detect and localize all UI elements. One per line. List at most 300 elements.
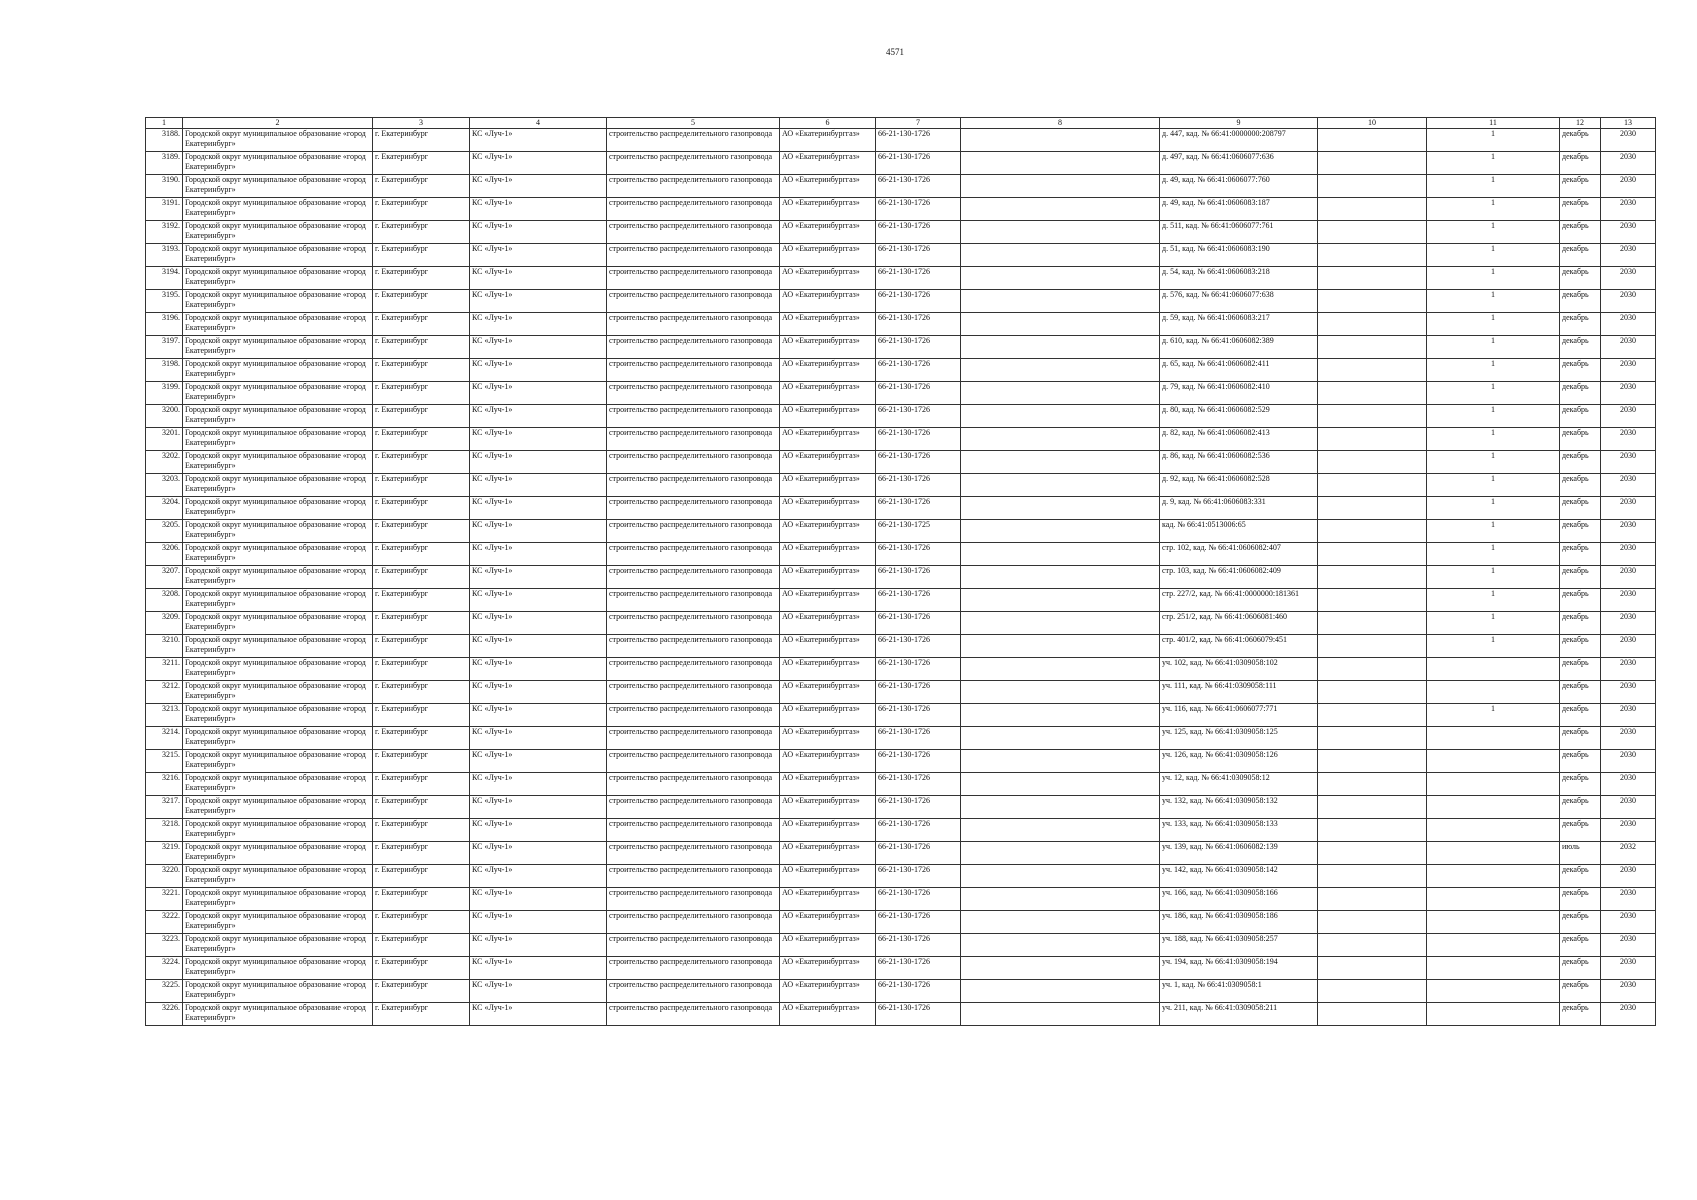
cell-permit-number: 66-21-130-1726 xyxy=(876,175,961,198)
cell-column-8 xyxy=(961,336,1160,359)
cell-cadastral-address: д. 79, кад. № 66:41:0606082:410 xyxy=(1160,382,1318,405)
cell-year: 2030 xyxy=(1601,474,1656,497)
cell-work-type: строительство распределительного газопровода xyxy=(607,497,780,520)
cell-month: декабрь xyxy=(1560,888,1601,911)
cell-permit-number: 66-21-130-1726 xyxy=(876,957,961,980)
table-row xyxy=(146,842,1656,865)
cell-cadastral-address: уч. 102, кад. № 66:41:0309058:102 xyxy=(1160,658,1318,681)
cell-column-8 xyxy=(961,566,1160,589)
cell-municipality: Городской округ муниципальное образование «город Екатеринбург» xyxy=(183,428,373,451)
cell-year: 2030 xyxy=(1601,727,1656,750)
cell-work-type: строительство распределительного газопровода xyxy=(607,221,780,244)
cell-permit-number: 66-21-130-1726 xyxy=(876,612,961,635)
cell-object-name: КС «Луч-1» xyxy=(470,773,607,796)
cell-municipality: Городской округ муниципальное образование «город Екатеринбург» xyxy=(183,842,373,865)
cell-column-10 xyxy=(1318,474,1427,497)
cell-organization: АО «Екатеринбурггаз» xyxy=(780,980,876,1003)
cell-column-8 xyxy=(961,451,1160,474)
cell-municipality: Городской округ муниципальное образование «город Екатеринбург» xyxy=(183,980,373,1003)
cell-month: декабрь xyxy=(1560,175,1601,198)
cell-cadastral-address: уч. 186, кад. № 66:41:0309058:186 xyxy=(1160,911,1318,934)
cell-object-name: КС «Луч-1» xyxy=(470,497,607,520)
cell-cadastral-address: уч. 12, кад. № 66:41:0309058:12 xyxy=(1160,773,1318,796)
cell-object-name: КС «Луч-1» xyxy=(470,313,607,336)
cell-column-8 xyxy=(961,1003,1160,1026)
cell-permit-number: 66-21-130-1726 xyxy=(876,267,961,290)
cell-permit-number: 66-21-130-1726 xyxy=(876,428,961,451)
cell-quantity xyxy=(1427,842,1560,865)
cell-permit-number: 66-21-130-1726 xyxy=(876,1003,961,1026)
cell-quantity: 1 xyxy=(1427,589,1560,612)
cell-work-type: строительство распределительного газопровода xyxy=(607,704,780,727)
cell-column-10 xyxy=(1318,796,1427,819)
cell-year: 2030 xyxy=(1601,497,1656,520)
cell-city: г. Екатеринбург xyxy=(373,566,470,589)
cell-quantity: 1 xyxy=(1427,543,1560,566)
cell-column-8 xyxy=(961,290,1160,313)
table-row xyxy=(146,198,1656,221)
cell-organization: АО «Екатеринбурггаз» xyxy=(780,727,876,750)
cell-row-number: 3199. xyxy=(146,382,183,405)
cell-organization: АО «Екатеринбурггаз» xyxy=(780,888,876,911)
cell-municipality: Городской округ муниципальное образование «город Екатеринбург» xyxy=(183,267,373,290)
column-header: 3 xyxy=(373,118,470,129)
cell-city: г. Екатеринбург xyxy=(373,819,470,842)
cell-month: декабрь xyxy=(1560,911,1601,934)
cell-column-10 xyxy=(1318,543,1427,566)
cell-month: декабрь xyxy=(1560,520,1601,543)
cell-cadastral-address: уч. 133, кад. № 66:41:0309058:133 xyxy=(1160,819,1318,842)
cell-cadastral-address: стр. 401/2, кад. № 66:41:0606079:451 xyxy=(1160,635,1318,658)
cell-object-name: КС «Луч-1» xyxy=(470,451,607,474)
cell-city: г. Екатеринбург xyxy=(373,750,470,773)
cell-row-number: 3220. xyxy=(146,865,183,888)
table-row xyxy=(146,934,1656,957)
cell-work-type: строительство распределительного газопровода xyxy=(607,152,780,175)
cell-object-name: КС «Луч-1» xyxy=(470,543,607,566)
cell-quantity xyxy=(1427,865,1560,888)
table-row xyxy=(146,957,1656,980)
cell-quantity: 1 xyxy=(1427,313,1560,336)
cell-municipality: Городской округ муниципальное образование «город Екатеринбург» xyxy=(183,152,373,175)
cell-quantity xyxy=(1427,773,1560,796)
cell-cadastral-address: уч. 132, кад. № 66:41:0309058:132 xyxy=(1160,796,1318,819)
cell-city: г. Екатеринбург xyxy=(373,474,470,497)
table-row xyxy=(146,336,1656,359)
cell-year: 2030 xyxy=(1601,934,1656,957)
cell-year: 2030 xyxy=(1601,704,1656,727)
cell-column-8 xyxy=(961,267,1160,290)
cell-organization: АО «Екатеринбурггаз» xyxy=(780,934,876,957)
cell-column-8 xyxy=(961,497,1160,520)
cell-quantity: 1 xyxy=(1427,198,1560,221)
cell-city: г. Екатеринбург xyxy=(373,957,470,980)
cell-column-8 xyxy=(961,819,1160,842)
cell-municipality: Городской округ муниципальное образование «город Екатеринбург» xyxy=(183,750,373,773)
cell-year: 2030 xyxy=(1601,359,1656,382)
cell-city: г. Екатеринбург xyxy=(373,635,470,658)
cell-row-number: 3192. xyxy=(146,221,183,244)
table-row xyxy=(146,244,1656,267)
cell-cadastral-address: уч. 125, кад. № 66:41:0309058:125 xyxy=(1160,727,1318,750)
cell-quantity: 1 xyxy=(1427,405,1560,428)
cell-month: декабрь xyxy=(1560,290,1601,313)
cell-permit-number: 66-21-130-1726 xyxy=(876,796,961,819)
cell-month: декабрь xyxy=(1560,244,1601,267)
cell-organization: АО «Екатеринбурггаз» xyxy=(780,635,876,658)
cell-work-type: строительство распределительного газопровода xyxy=(607,175,780,198)
cell-organization: АО «Екатеринбурггаз» xyxy=(780,819,876,842)
cell-organization: АО «Екатеринбурггаз» xyxy=(780,796,876,819)
cell-column-10 xyxy=(1318,888,1427,911)
cell-cadastral-address: д. 54, кад. № 66:41:0606083:218 xyxy=(1160,267,1318,290)
column-header: 7 xyxy=(876,118,961,129)
cell-column-8 xyxy=(961,405,1160,428)
cell-permit-number: 66-21-130-1726 xyxy=(876,566,961,589)
table-row xyxy=(146,129,1656,152)
cell-column-8 xyxy=(961,727,1160,750)
cell-city: г. Екатеринбург xyxy=(373,589,470,612)
cell-month: декабрь xyxy=(1560,543,1601,566)
cell-column-8 xyxy=(961,152,1160,175)
cell-municipality: Городской округ муниципальное образование «город Екатеринбург» xyxy=(183,865,373,888)
table-row xyxy=(146,704,1656,727)
cell-organization: АО «Екатеринбурггаз» xyxy=(780,428,876,451)
cell-row-number: 3200. xyxy=(146,405,183,428)
cell-work-type: строительство распределительного газопровода xyxy=(607,198,780,221)
cell-organization: АО «Екатеринбурггаз» xyxy=(780,704,876,727)
cell-organization: АО «Екатеринбурггаз» xyxy=(780,1003,876,1026)
cell-column-8 xyxy=(961,474,1160,497)
cell-column-10 xyxy=(1318,221,1427,244)
table-row xyxy=(146,819,1656,842)
cell-month: декабрь xyxy=(1560,957,1601,980)
table-row xyxy=(146,382,1656,405)
cell-organization: АО «Екатеринбурггаз» xyxy=(780,198,876,221)
cell-column-10 xyxy=(1318,658,1427,681)
cell-column-8 xyxy=(961,911,1160,934)
cell-year: 2030 xyxy=(1601,911,1656,934)
cell-row-number: 3193. xyxy=(146,244,183,267)
cell-work-type: строительство распределительного газопровода xyxy=(607,290,780,313)
cell-organization: АО «Екатеринбурггаз» xyxy=(780,152,876,175)
column-header: 6 xyxy=(780,118,876,129)
cell-organization: АО «Екатеринбурггаз» xyxy=(780,842,876,865)
cell-row-number: 3224. xyxy=(146,957,183,980)
cell-column-8 xyxy=(961,980,1160,1003)
cell-object-name: КС «Луч-1» xyxy=(470,152,607,175)
registry-table xyxy=(145,117,1656,1026)
cell-permit-number: 66-21-130-1726 xyxy=(876,750,961,773)
cell-organization: АО «Екатеринбурггаз» xyxy=(780,244,876,267)
cell-object-name: КС «Луч-1» xyxy=(470,727,607,750)
cell-column-8 xyxy=(961,865,1160,888)
cell-object-name: КС «Луч-1» xyxy=(470,842,607,865)
cell-permit-number: 66-21-130-1726 xyxy=(876,681,961,704)
cell-month: июль xyxy=(1560,842,1601,865)
cell-row-number: 3226. xyxy=(146,1003,183,1026)
cell-quantity xyxy=(1427,658,1560,681)
cell-city: г. Екатеринбург xyxy=(373,451,470,474)
cell-object-name: КС «Луч-1» xyxy=(470,198,607,221)
cell-quantity: 1 xyxy=(1427,244,1560,267)
cell-object-name: КС «Луч-1» xyxy=(470,336,607,359)
cell-row-number: 3197. xyxy=(146,336,183,359)
cell-permit-number: 66-21-130-1726 xyxy=(876,313,961,336)
cell-object-name: КС «Луч-1» xyxy=(470,980,607,1003)
cell-cadastral-address: стр. 102, кад. № 66:41:0606082:407 xyxy=(1160,543,1318,566)
cell-column-10 xyxy=(1318,244,1427,267)
cell-municipality: Городской округ муниципальное образование «город Екатеринбург» xyxy=(183,336,373,359)
cell-work-type: строительство распределительного газопровода xyxy=(607,612,780,635)
cell-city: г. Екатеринбург xyxy=(373,336,470,359)
cell-permit-number: 66-21-130-1726 xyxy=(876,865,961,888)
cell-work-type: строительство распределительного газопровода xyxy=(607,244,780,267)
cell-object-name: КС «Луч-1» xyxy=(470,750,607,773)
cell-column-10 xyxy=(1318,842,1427,865)
table-row xyxy=(146,520,1656,543)
cell-municipality: Городской округ муниципальное образование «город Екатеринбург» xyxy=(183,520,373,543)
cell-permit-number: 66-21-130-1726 xyxy=(876,221,961,244)
cell-permit-number: 66-21-130-1726 xyxy=(876,888,961,911)
cell-work-type: строительство распределительного газопровода xyxy=(607,750,780,773)
cell-column-8 xyxy=(961,635,1160,658)
cell-organization: АО «Екатеринбурггаз» xyxy=(780,474,876,497)
table-row xyxy=(146,221,1656,244)
cell-column-8 xyxy=(961,175,1160,198)
cell-row-number: 3217. xyxy=(146,796,183,819)
cell-municipality: Городской округ муниципальное образование «город Екатеринбург» xyxy=(183,198,373,221)
cell-column-10 xyxy=(1318,129,1427,152)
cell-cadastral-address: д. 497, кад. № 66:41:0606077:636 xyxy=(1160,152,1318,175)
table-row xyxy=(146,543,1656,566)
cell-city: г. Екатеринбург xyxy=(373,1003,470,1026)
cell-year: 2030 xyxy=(1601,382,1656,405)
cell-object-name: КС «Луч-1» xyxy=(470,290,607,313)
cell-city: г. Екатеринбург xyxy=(373,267,470,290)
cell-year: 2030 xyxy=(1601,957,1656,980)
cell-month: декабрь xyxy=(1560,405,1601,428)
cell-quantity xyxy=(1427,796,1560,819)
cell-month: декабрь xyxy=(1560,198,1601,221)
cell-column-8 xyxy=(961,520,1160,543)
cell-object-name: КС «Луч-1» xyxy=(470,589,607,612)
cell-cadastral-address: д. 92, кад. № 66:41:0606082:528 xyxy=(1160,474,1318,497)
cell-year: 2030 xyxy=(1601,750,1656,773)
cell-year: 2030 xyxy=(1601,152,1656,175)
cell-column-10 xyxy=(1318,290,1427,313)
cell-cadastral-address: уч. 139, кад. № 66:41:0606082:139 xyxy=(1160,842,1318,865)
column-header: 10 xyxy=(1318,118,1427,129)
cell-year: 2030 xyxy=(1601,658,1656,681)
cell-cadastral-address: кад. № 66:41:0513006:65 xyxy=(1160,520,1318,543)
cell-month: декабрь xyxy=(1560,313,1601,336)
cell-row-number: 3194. xyxy=(146,267,183,290)
cell-city: г. Екатеринбург xyxy=(373,911,470,934)
cell-municipality: Городской округ муниципальное образование «город Екатеринбург» xyxy=(183,359,373,382)
table-row xyxy=(146,612,1656,635)
cell-year: 2030 xyxy=(1601,635,1656,658)
cell-permit-number: 66-21-130-1726 xyxy=(876,474,961,497)
table-row xyxy=(146,359,1656,382)
cell-row-number: 3212. xyxy=(146,681,183,704)
cell-row-number: 3196. xyxy=(146,313,183,336)
cell-quantity xyxy=(1427,957,1560,980)
cell-year: 2030 xyxy=(1601,980,1656,1003)
cell-column-8 xyxy=(961,842,1160,865)
cell-cadastral-address: д. 82, кад. № 66:41:0606082:413 xyxy=(1160,428,1318,451)
column-header: 4 xyxy=(470,118,607,129)
cell-column-10 xyxy=(1318,819,1427,842)
table-row xyxy=(146,451,1656,474)
cell-quantity xyxy=(1427,681,1560,704)
cell-city: г. Екатеринбург xyxy=(373,152,470,175)
cell-permit-number: 66-21-130-1726 xyxy=(876,911,961,934)
table-row xyxy=(146,681,1656,704)
cell-city: г. Екатеринбург xyxy=(373,796,470,819)
cell-work-type: строительство распределительного газопровода xyxy=(607,589,780,612)
cell-column-10 xyxy=(1318,152,1427,175)
cell-city: г. Екатеринбург xyxy=(373,842,470,865)
cell-object-name: КС «Луч-1» xyxy=(470,612,607,635)
cell-row-number: 3216. xyxy=(146,773,183,796)
cell-work-type: строительство распределительного газопровода xyxy=(607,773,780,796)
cell-column-10 xyxy=(1318,911,1427,934)
cell-work-type: строительство распределительного газопровода xyxy=(607,980,780,1003)
cell-column-10 xyxy=(1318,865,1427,888)
cell-quantity xyxy=(1427,819,1560,842)
cell-column-10 xyxy=(1318,198,1427,221)
cell-quantity: 1 xyxy=(1427,451,1560,474)
cell-permit-number: 66-21-130-1726 xyxy=(876,336,961,359)
cell-row-number: 3189. xyxy=(146,152,183,175)
cell-object-name: КС «Луч-1» xyxy=(470,865,607,888)
cell-organization: АО «Екатеринбурггаз» xyxy=(780,658,876,681)
cell-year: 2030 xyxy=(1601,796,1656,819)
cell-row-number: 3221. xyxy=(146,888,183,911)
cell-work-type: строительство распределительного газопровода xyxy=(607,359,780,382)
cell-cadastral-address: уч. 142, кад. № 66:41:0309058:142 xyxy=(1160,865,1318,888)
cell-quantity xyxy=(1427,934,1560,957)
cell-month: декабрь xyxy=(1560,796,1601,819)
cell-cadastral-address: д. 80, кад. № 66:41:0606082:529 xyxy=(1160,405,1318,428)
cell-cadastral-address: д. 59, кад. № 66:41:0606083:217 xyxy=(1160,313,1318,336)
cell-quantity xyxy=(1427,980,1560,1003)
cell-column-10 xyxy=(1318,267,1427,290)
cell-year: 2030 xyxy=(1601,819,1656,842)
cell-quantity: 1 xyxy=(1427,175,1560,198)
cell-object-name: КС «Луч-1» xyxy=(470,566,607,589)
cell-column-8 xyxy=(961,658,1160,681)
cell-object-name: КС «Луч-1» xyxy=(470,911,607,934)
cell-row-number: 3203. xyxy=(146,474,183,497)
cell-column-8 xyxy=(961,589,1160,612)
cell-year: 2030 xyxy=(1601,198,1656,221)
cell-year: 2030 xyxy=(1601,244,1656,267)
cell-quantity: 1 xyxy=(1427,336,1560,359)
cell-month: декабрь xyxy=(1560,497,1601,520)
cell-row-number: 3191. xyxy=(146,198,183,221)
cell-quantity: 1 xyxy=(1427,612,1560,635)
cell-column-10 xyxy=(1318,750,1427,773)
cell-municipality: Городской округ муниципальное образование «город Екатеринбург» xyxy=(183,658,373,681)
cell-permit-number: 66-21-130-1726 xyxy=(876,727,961,750)
cell-cadastral-address: уч. 116, кад. № 66:41:0606077:771 xyxy=(1160,704,1318,727)
cell-organization: АО «Екатеринбурггаз» xyxy=(780,313,876,336)
cell-work-type: строительство распределительного газопровода xyxy=(607,267,780,290)
cell-work-type: строительство распределительного газопровода xyxy=(607,520,780,543)
cell-organization: АО «Екатеринбурггаз» xyxy=(780,589,876,612)
cell-permit-number: 66-21-130-1726 xyxy=(876,773,961,796)
cell-row-number: 3207. xyxy=(146,566,183,589)
cell-object-name: КС «Луч-1» xyxy=(470,704,607,727)
cell-municipality: Городской округ муниципальное образование «город Екатеринбург» xyxy=(183,934,373,957)
cell-row-number: 3201. xyxy=(146,428,183,451)
cell-municipality: Городской округ муниципальное образование «город Екатеринбург» xyxy=(183,888,373,911)
cell-month: декабрь xyxy=(1560,221,1601,244)
table-row xyxy=(146,152,1656,175)
column-header: 9 xyxy=(1160,118,1318,129)
cell-city: г. Екатеринбург xyxy=(373,359,470,382)
cell-quantity: 1 xyxy=(1427,474,1560,497)
column-header: 5 xyxy=(607,118,780,129)
cell-column-8 xyxy=(961,313,1160,336)
cell-column-8 xyxy=(961,704,1160,727)
cell-work-type: строительство распределительного газопровода xyxy=(607,934,780,957)
cell-quantity: 1 xyxy=(1427,497,1560,520)
cell-object-name: КС «Луч-1» xyxy=(470,1003,607,1026)
cell-organization: АО «Екатеринбурггаз» xyxy=(780,359,876,382)
cell-municipality: Городской округ муниципальное образование «город Екатеринбург» xyxy=(183,681,373,704)
cell-cadastral-address: д. 51, кад. № 66:41:0606083:190 xyxy=(1160,244,1318,267)
cell-permit-number: 66-21-130-1726 xyxy=(876,451,961,474)
cell-municipality: Городской округ муниципальное образование «город Екатеринбург» xyxy=(183,796,373,819)
cell-column-10 xyxy=(1318,681,1427,704)
cell-object-name: КС «Луч-1» xyxy=(470,267,607,290)
cell-month: декабрь xyxy=(1560,152,1601,175)
cell-organization: АО «Екатеринбурггаз» xyxy=(780,750,876,773)
cell-cadastral-address: д. 49, кад. № 66:41:0606083:187 xyxy=(1160,198,1318,221)
cell-cadastral-address: уч. 126, кад. № 66:41:0309058:126 xyxy=(1160,750,1318,773)
cell-column-8 xyxy=(961,244,1160,267)
cell-work-type: строительство распределительного газопровода xyxy=(607,635,780,658)
cell-year: 2030 xyxy=(1601,520,1656,543)
cell-municipality: Городской округ муниципальное образование «город Екатеринбург» xyxy=(183,451,373,474)
cell-municipality: Городской округ муниципальное образование «город Екатеринбург» xyxy=(183,175,373,198)
cell-municipality: Городской округ муниципальное образование «город Екатеринбург» xyxy=(183,313,373,336)
cell-year: 2030 xyxy=(1601,543,1656,566)
cell-permit-number: 66-21-130-1726 xyxy=(876,589,961,612)
cell-object-name: КС «Луч-1» xyxy=(470,428,607,451)
cell-month: декабрь xyxy=(1560,612,1601,635)
cell-row-number: 3208. xyxy=(146,589,183,612)
cell-row-number: 3214. xyxy=(146,727,183,750)
cell-work-type: строительство распределительного газопровода xyxy=(607,543,780,566)
cell-year: 2030 xyxy=(1601,566,1656,589)
cell-column-10 xyxy=(1318,727,1427,750)
cell-quantity: 1 xyxy=(1427,428,1560,451)
cell-object-name: КС «Луч-1» xyxy=(470,129,607,152)
cell-work-type: строительство распределительного газопровода xyxy=(607,474,780,497)
cell-organization: АО «Екатеринбурггаз» xyxy=(780,336,876,359)
cell-municipality: Городской округ муниципальное образование «город Екатеринбург» xyxy=(183,290,373,313)
cell-permit-number: 66-21-130-1725 xyxy=(876,520,961,543)
cell-organization: АО «Екатеринбурггаз» xyxy=(780,382,876,405)
cell-work-type: строительство распределительного газопровода xyxy=(607,566,780,589)
cell-work-type: строительство распределительного газопровода xyxy=(607,681,780,704)
cell-city: г. Екатеринбург xyxy=(373,681,470,704)
cell-column-10 xyxy=(1318,451,1427,474)
